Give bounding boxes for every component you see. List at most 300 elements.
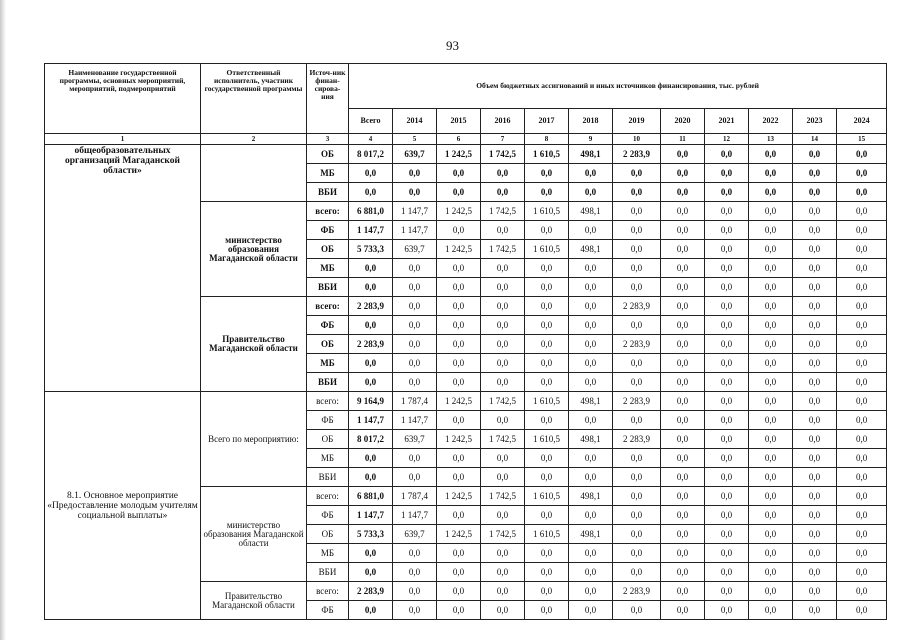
column-number: 11 — [661, 134, 705, 145]
value-year: 0,0 — [705, 335, 749, 354]
funding-source: ВБИ — [307, 373, 349, 392]
value-year: 0,0 — [661, 259, 705, 278]
value-year: 0,0 — [793, 506, 837, 525]
value-year: 0,0 — [613, 278, 661, 297]
header-year: 2019 — [613, 108, 661, 133]
value-year: 0,0 — [705, 145, 749, 164]
header-year: 2021 — [705, 108, 749, 133]
value-year: 0,0 — [793, 183, 837, 202]
value-year: 0,0 — [525, 582, 569, 601]
value-year: 0,0 — [525, 278, 569, 297]
value-year: 0,0 — [569, 544, 613, 563]
value-year: 0,0 — [481, 544, 525, 563]
value-year: 0,0 — [569, 354, 613, 373]
column-number: 3 — [307, 134, 349, 145]
column-number: 2 — [201, 134, 307, 145]
value-year: 2 283,9 — [613, 392, 661, 411]
value-year: 0,0 — [749, 335, 793, 354]
value-year: 0,0 — [793, 411, 837, 430]
value-year: 0,0 — [749, 449, 793, 468]
value-year: 0,0 — [613, 525, 661, 544]
value-total: 0,0 — [349, 354, 393, 373]
value-year: 0,0 — [837, 582, 887, 601]
funding-source: ОБ — [307, 335, 349, 354]
value-year: 0,0 — [525, 373, 569, 392]
value-total: 0,0 — [349, 164, 393, 183]
value-year: 0,0 — [437, 278, 481, 297]
value-year: 0,0 — [569, 601, 613, 620]
scan-edge-shadow — [0, 0, 6, 640]
value-year: 0,0 — [705, 411, 749, 430]
value-year: 0,0 — [749, 316, 793, 335]
value-year: 0,0 — [661, 278, 705, 297]
column-number: 5 — [393, 134, 437, 145]
value-year: 0,0 — [749, 278, 793, 297]
value-year: 0,0 — [569, 335, 613, 354]
value-year: 0,0 — [393, 354, 437, 373]
value-year: 0,0 — [437, 335, 481, 354]
value-year: 0,0 — [481, 582, 525, 601]
value-year: 0,0 — [481, 354, 525, 373]
value-year: 0,0 — [661, 430, 705, 449]
value-total: 0,0 — [349, 601, 393, 620]
funding-source: ОБ — [307, 525, 349, 544]
value-year: 0,0 — [393, 601, 437, 620]
header-year: 2014 — [393, 108, 437, 133]
value-total: 0,0 — [349, 449, 393, 468]
funding-source: всего: — [307, 582, 349, 601]
value-total: 0,0 — [349, 373, 393, 392]
value-year: 0,0 — [569, 411, 613, 430]
value-year: 0,0 — [837, 297, 887, 316]
value-year: 1 742,5 — [481, 430, 525, 449]
header-year: 2018 — [569, 108, 613, 133]
value-total: 0,0 — [349, 259, 393, 278]
value-year: 0,0 — [569, 164, 613, 183]
value-year: 0,0 — [525, 297, 569, 316]
value-year: 0,0 — [749, 411, 793, 430]
value-year: 1 610,5 — [525, 430, 569, 449]
value-year: 0,0 — [613, 259, 661, 278]
value-year: 0,0 — [569, 373, 613, 392]
value-year: 639,7 — [393, 145, 437, 164]
value-year: 0,0 — [837, 354, 887, 373]
value-year: 2 283,9 — [613, 145, 661, 164]
value-year: 0,0 — [613, 411, 661, 430]
value-year: 0,0 — [661, 335, 705, 354]
value-year: 0,0 — [569, 468, 613, 487]
value-year: 0,0 — [793, 468, 837, 487]
value-year: 0,0 — [705, 354, 749, 373]
value-total: 5 733,3 — [349, 240, 393, 259]
value-year: 0,0 — [749, 354, 793, 373]
value-year: 0,0 — [661, 506, 705, 525]
column-number: 15 — [837, 134, 887, 145]
value-total: 0,0 — [349, 316, 393, 335]
value-year: 0,0 — [393, 164, 437, 183]
funding-source: ФБ — [307, 601, 349, 620]
value-year: 0,0 — [525, 259, 569, 278]
value-year: 498,1 — [569, 487, 613, 506]
value-year: 0,0 — [837, 373, 887, 392]
value-year: 2 283,9 — [613, 582, 661, 601]
value-year: 0,0 — [793, 449, 837, 468]
value-year: 0,0 — [481, 563, 525, 582]
value-year: 0,0 — [793, 354, 837, 373]
header-year: 2015 — [437, 108, 481, 133]
value-year: 0,0 — [613, 354, 661, 373]
value-year: 0,0 — [393, 563, 437, 582]
value-year: 0,0 — [837, 183, 887, 202]
funding-source: МБ — [307, 354, 349, 373]
value-year: 0,0 — [437, 468, 481, 487]
value-year: 1 742,5 — [481, 202, 525, 221]
value-year: 0,0 — [569, 183, 613, 202]
value-year: 0,0 — [393, 373, 437, 392]
value-year: 0,0 — [613, 468, 661, 487]
column-number: 8 — [525, 134, 569, 145]
value-total: 1 147,7 — [349, 506, 393, 525]
value-year: 0,0 — [837, 278, 887, 297]
value-year: 0,0 — [393, 297, 437, 316]
value-year: 1 787,4 — [393, 487, 437, 506]
value-year: 0,0 — [837, 392, 887, 411]
value-year: 0,0 — [613, 544, 661, 563]
responsible-executor: Всего по мероприятию: — [201, 392, 307, 487]
value-year: 0,0 — [661, 316, 705, 335]
responsible-executor: Правительство Магаданской области — [201, 582, 307, 620]
value-year: 0,0 — [705, 468, 749, 487]
value-year: 1 147,7 — [393, 506, 437, 525]
funding-source: всего: — [307, 297, 349, 316]
value-year: 0,0 — [793, 430, 837, 449]
value-year: 0,0 — [613, 164, 661, 183]
value-year: 0,0 — [481, 373, 525, 392]
funding-source: ВБИ — [307, 183, 349, 202]
value-year: 0,0 — [705, 449, 749, 468]
value-year: 0,0 — [569, 297, 613, 316]
header-year: 2023 — [793, 108, 837, 133]
value-year: 0,0 — [749, 544, 793, 563]
funding-source: ОБ — [307, 240, 349, 259]
value-year: 0,0 — [437, 563, 481, 582]
value-year: 0,0 — [793, 563, 837, 582]
value-year: 0,0 — [525, 506, 569, 525]
value-total: 2 283,9 — [349, 582, 393, 601]
responsible-executor: министерство образования Магаданской области — [201, 202, 307, 297]
value-year: 0,0 — [613, 506, 661, 525]
value-year: 1 242,5 — [437, 145, 481, 164]
header-responsible: Ответственный исполнитель, участник государственной программы — [201, 64, 307, 134]
value-year: 0,0 — [661, 563, 705, 582]
value-year: 0,0 — [749, 221, 793, 240]
value-year: 0,0 — [481, 411, 525, 430]
value-year: 0,0 — [705, 164, 749, 183]
value-total: 9 164,9 — [349, 392, 393, 411]
value-year: 0,0 — [661, 145, 705, 164]
value-year: 0,0 — [793, 373, 837, 392]
value-year: 0,0 — [393, 544, 437, 563]
value-year: 0,0 — [749, 145, 793, 164]
value-year: 0,0 — [661, 373, 705, 392]
value-total: 0,0 — [349, 183, 393, 202]
value-total: 0,0 — [349, 544, 393, 563]
value-year: 0,0 — [437, 582, 481, 601]
value-year: 0,0 — [481, 183, 525, 202]
value-year: 0,0 — [837, 468, 887, 487]
value-year: 0,0 — [661, 354, 705, 373]
value-year: 0,0 — [661, 411, 705, 430]
value-year: 1 610,5 — [525, 392, 569, 411]
value-year: 498,1 — [569, 430, 613, 449]
value-year: 498,1 — [569, 240, 613, 259]
value-year: 0,0 — [705, 278, 749, 297]
value-year: 0,0 — [661, 468, 705, 487]
value-year: 0,0 — [613, 202, 661, 221]
value-year: 0,0 — [749, 487, 793, 506]
value-year: 0,0 — [569, 582, 613, 601]
value-total: 1 147,7 — [349, 221, 393, 240]
value-year: 0,0 — [393, 449, 437, 468]
value-year: 639,7 — [393, 525, 437, 544]
value-year: 0,0 — [749, 582, 793, 601]
value-year: 0,0 — [837, 164, 887, 183]
value-total: 2 283,9 — [349, 335, 393, 354]
header-year: 2020 — [661, 108, 705, 133]
value-year: 0,0 — [749, 164, 793, 183]
value-year: 0,0 — [793, 145, 837, 164]
header-year: 2024 — [837, 108, 887, 133]
value-year: 0,0 — [613, 487, 661, 506]
value-year: 1 742,5 — [481, 240, 525, 259]
value-year: 0,0 — [393, 278, 437, 297]
value-year: 0,0 — [837, 411, 887, 430]
value-year: 0,0 — [661, 392, 705, 411]
value-year: 0,0 — [749, 240, 793, 259]
value-year: 0,0 — [481, 221, 525, 240]
value-year: 0,0 — [793, 297, 837, 316]
value-year: 0,0 — [661, 601, 705, 620]
value-year: 0,0 — [793, 582, 837, 601]
value-year: 0,0 — [837, 202, 887, 221]
funding-source: ФБ — [307, 316, 349, 335]
column-number: 10 — [613, 134, 661, 145]
value-year: 0,0 — [437, 373, 481, 392]
value-year: 0,0 — [525, 563, 569, 582]
value-year: 0,0 — [837, 506, 887, 525]
value-year: 0,0 — [613, 316, 661, 335]
funding-source: ВБИ — [307, 468, 349, 487]
column-number: 6 — [437, 134, 481, 145]
column-number: 14 — [793, 134, 837, 145]
value-year: 0,0 — [661, 449, 705, 468]
value-year: 0,0 — [837, 145, 887, 164]
value-year: 0,0 — [481, 316, 525, 335]
value-total: 6 881,0 — [349, 487, 393, 506]
header-year: Всего — [349, 108, 393, 133]
funding-source: ВБИ — [307, 278, 349, 297]
header-row-top — [45, 64, 887, 109]
funding-source: всего: — [307, 202, 349, 221]
value-year: 0,0 — [793, 544, 837, 563]
value-year: 0,0 — [525, 316, 569, 335]
value-year: 1 610,5 — [525, 145, 569, 164]
value-year: 0,0 — [793, 601, 837, 620]
value-year: 0,0 — [613, 601, 661, 620]
column-number: 9 — [569, 134, 613, 145]
value-year: 0,0 — [705, 202, 749, 221]
value-year: 0,0 — [437, 544, 481, 563]
value-year: 0,0 — [661, 297, 705, 316]
funding-source: всего: — [307, 487, 349, 506]
column-number: 4 — [349, 134, 393, 145]
value-year: 0,0 — [437, 164, 481, 183]
value-year: 0,0 — [705, 506, 749, 525]
funding-source: ФБ — [307, 506, 349, 525]
value-year: 0,0 — [481, 278, 525, 297]
value-year: 0,0 — [661, 582, 705, 601]
value-year: 0,0 — [793, 487, 837, 506]
value-year: 1 610,5 — [525, 487, 569, 506]
column-number: 13 — [749, 134, 793, 145]
value-year: 0,0 — [705, 316, 749, 335]
value-year: 0,0 — [661, 525, 705, 544]
value-year: 0,0 — [661, 164, 705, 183]
value-year: 0,0 — [393, 468, 437, 487]
value-year: 1 242,5 — [437, 202, 481, 221]
value-year: 0,0 — [569, 259, 613, 278]
value-year: 498,1 — [569, 525, 613, 544]
value-year: 0,0 — [705, 582, 749, 601]
value-total: 6 881,0 — [349, 202, 393, 221]
value-year: 1 742,5 — [481, 487, 525, 506]
value-year: 0,0 — [837, 487, 887, 506]
value-year: 0,0 — [837, 316, 887, 335]
header-column-numbers — [45, 134, 887, 145]
value-year: 0,0 — [749, 259, 793, 278]
column-number: 12 — [705, 134, 749, 145]
value-year: 0,0 — [437, 297, 481, 316]
value-year: 0,0 — [705, 221, 749, 240]
funding-source: ОБ — [307, 430, 349, 449]
value-year: 0,0 — [837, 563, 887, 582]
value-year: 1 242,5 — [437, 487, 481, 506]
value-year: 0,0 — [437, 259, 481, 278]
value-year: 0,0 — [481, 164, 525, 183]
value-year: 0,0 — [749, 392, 793, 411]
value-year: 0,0 — [705, 487, 749, 506]
value-year: 0,0 — [481, 259, 525, 278]
value-year: 0,0 — [749, 202, 793, 221]
value-year: 1 742,5 — [481, 392, 525, 411]
value-year: 1 610,5 — [525, 240, 569, 259]
value-year: 0,0 — [569, 278, 613, 297]
value-year: 0,0 — [749, 468, 793, 487]
value-year: 0,0 — [525, 601, 569, 620]
value-year: 0,0 — [749, 601, 793, 620]
value-year: 0,0 — [793, 202, 837, 221]
value-year: 0,0 — [481, 297, 525, 316]
value-year: 0,0 — [793, 259, 837, 278]
value-total: 2 283,9 — [349, 297, 393, 316]
value-year: 0,0 — [793, 164, 837, 183]
value-year: 0,0 — [661, 487, 705, 506]
funding-source: МБ — [307, 164, 349, 183]
table-row — [45, 145, 887, 164]
value-year: 0,0 — [661, 183, 705, 202]
value-year: 0,0 — [569, 221, 613, 240]
value-year: 0,0 — [437, 354, 481, 373]
value-year: 0,0 — [705, 259, 749, 278]
value-year: 0,0 — [437, 411, 481, 430]
value-year: 0,0 — [525, 183, 569, 202]
funding-source: ФБ — [307, 411, 349, 430]
value-year: 2 283,9 — [613, 430, 661, 449]
header-year: 2017 — [525, 108, 569, 133]
value-year: 0,0 — [837, 430, 887, 449]
value-year: 0,0 — [749, 297, 793, 316]
responsible-executor: Правительство Магаданской области — [201, 297, 307, 392]
value-year: 0,0 — [437, 449, 481, 468]
value-year: 1 147,7 — [393, 202, 437, 221]
value-year: 0,0 — [569, 563, 613, 582]
header-year: 2016 — [481, 108, 525, 133]
value-year: 0,0 — [393, 183, 437, 202]
value-year: 0,0 — [613, 373, 661, 392]
value-total: 5 733,3 — [349, 525, 393, 544]
measure-name: общеобразовательных организаций Магаданской области» — [45, 145, 201, 392]
value-year: 0,0 — [613, 449, 661, 468]
value-year: 498,1 — [569, 202, 613, 221]
value-year: 639,7 — [393, 430, 437, 449]
value-year: 0,0 — [437, 221, 481, 240]
value-year: 0,0 — [837, 601, 887, 620]
budget-table — [44, 63, 887, 620]
value-year: 0,0 — [837, 259, 887, 278]
value-total: 0,0 — [349, 563, 393, 582]
value-year: 0,0 — [705, 544, 749, 563]
value-year: 0,0 — [837, 240, 887, 259]
funding-source: ФБ — [307, 221, 349, 240]
value-year: 0,0 — [525, 411, 569, 430]
value-total: 0,0 — [349, 278, 393, 297]
value-year: 0,0 — [749, 506, 793, 525]
value-year: 0,0 — [749, 563, 793, 582]
value-year: 0,0 — [837, 544, 887, 563]
value-year: 0,0 — [393, 582, 437, 601]
value-year: 0,0 — [837, 449, 887, 468]
value-year: 639,7 — [393, 240, 437, 259]
value-year: 0,0 — [705, 297, 749, 316]
value-year: 0,0 — [837, 335, 887, 354]
value-year: 0,0 — [705, 240, 749, 259]
value-year: 0,0 — [437, 506, 481, 525]
header-name: Наименование государственной программы, основных мероприятий, мероприятий, подмероприятий — [45, 64, 201, 134]
measure-name: 8.1. Основное мероприятие «Предоставление молодым учителям социальной выплаты» — [45, 392, 201, 620]
table-body — [45, 64, 887, 620]
value-year: 0,0 — [749, 525, 793, 544]
value-year: 0,0 — [705, 373, 749, 392]
page-number: 93 — [446, 38, 459, 53]
value-year: 0,0 — [749, 430, 793, 449]
value-year: 0,0 — [837, 221, 887, 240]
funding-source: ОБ — [307, 145, 349, 164]
value-year: 0,0 — [793, 221, 837, 240]
value-year: 0,0 — [705, 392, 749, 411]
value-year: 0,0 — [661, 221, 705, 240]
value-year: 0,0 — [613, 563, 661, 582]
value-year: 1 147,7 — [393, 411, 437, 430]
